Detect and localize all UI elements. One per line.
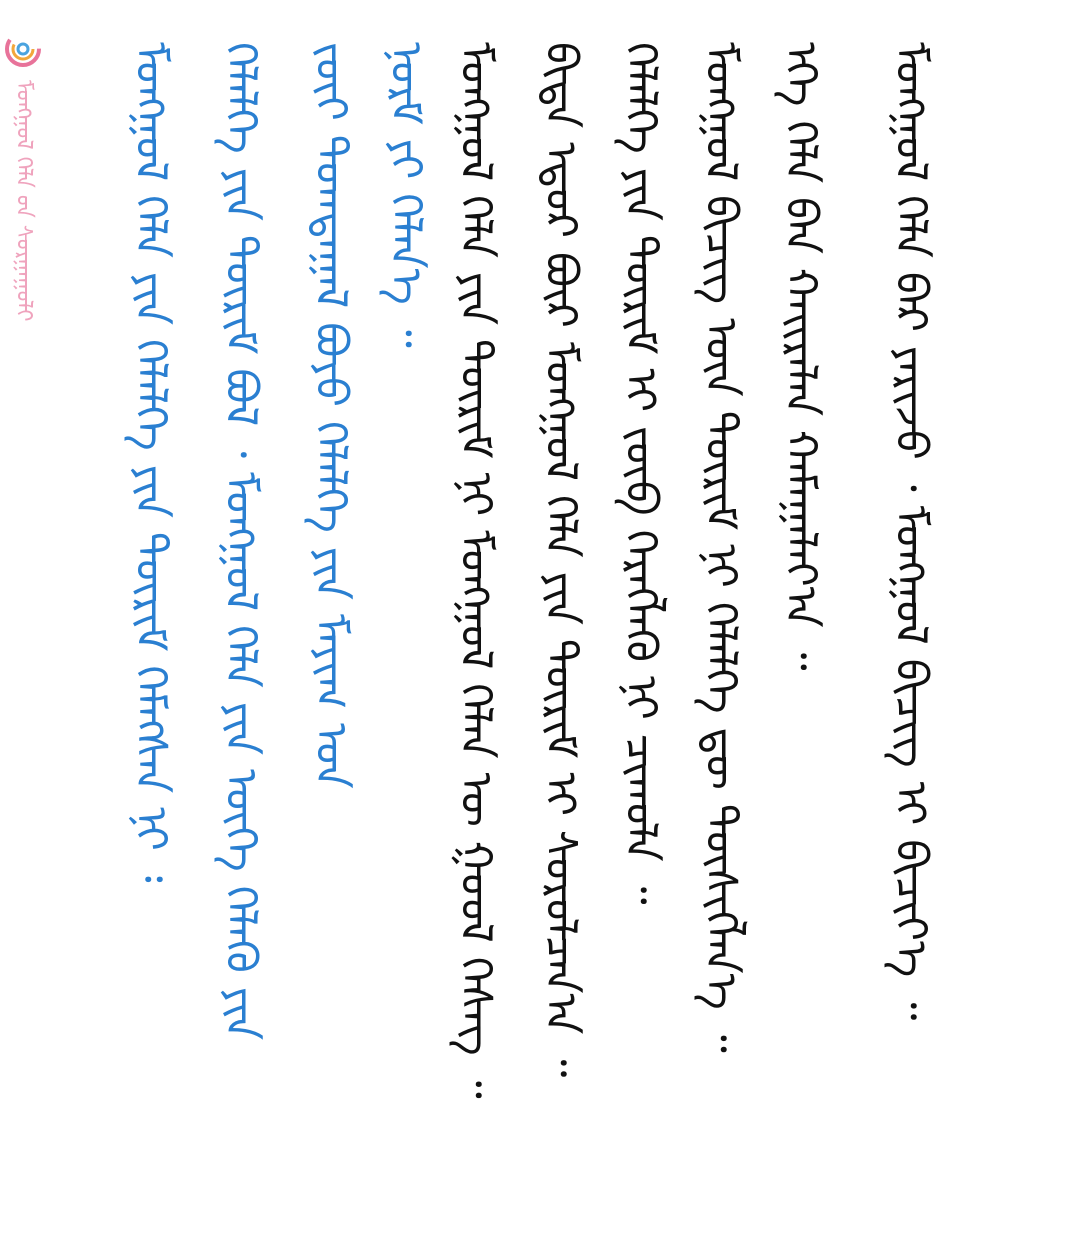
text-column [880,42,940,1222]
column-text: ᠮᠣᠩᠭᠣᠯ ᠬᠡᠯᠡ ᠪᠠᠷ ᠶᠠᠷᠢᠵᠤ ᠂ ᠮᠣᠩᠭᠣᠯ ᠪᠢᠴᠢᠭ ᠢ ᠪᠢᠴᠢᠶ᠎ᠡ ᠃ [885,42,936,1021]
text-column [610,42,670,1222]
text-column [770,42,830,1222]
column-text: ᠬᠡᠯᠡᠯᠭᠡ ᠶᠢᠨ ᠳᠦᠷᠢᠮ ᠢ ᠵᠥᠪ ᠬᠡᠷᠡᠭᠯᠡᠬᠦ ᠨᠢ ᠴᠢᠬᠤᠯᠠ ᠃ [615,42,666,905]
column-text: ᠡᠬᠡ ᠬᠡᠯᠡ ᠪᠡᠨ ᠬᠠᠢᠷᠠᠯᠠᠨ ᠬᠠᠮᠠᠭᠠᠯᠠᠶ᠎ᠠ ᠃ [775,42,826,671]
column-text: ᠨᠣᠷᠮ ᠶᠢ ᠬᠡᠯᠡᠨ᠎ᠡ ᠃ [380,42,431,348]
text-column [300,42,360,1222]
swirl-logo-icon [2,28,44,70]
column-text: ᠮᠣᠩᠭᠣᠯ ᠪᠢᠴᠢᠭ ᠦᠨ ᠳᠦᠷᠢᠮ ᠨᠢ ᠬᠡᠯᠡᠯᠭᠡ ᠳᠦ ᠲᠦᠰᠢᠭᠯᠡᠨ᠎ᠡ ᠃ [695,42,746,1053]
text-column [530,42,590,1222]
column-text: ᠪᠢᠳᠡ ᠡᠳᠦᠷ ᠪᠦᠷ ᠮᠣᠩᠭᠣᠯ ᠬᠡᠯᠡ ᠶᠢᠨ ᠳᠦᠷᠢᠮ ᠢ ᠰᠤᠷᠤᠯᠴᠠᠨ᠎ᠠ ᠃ [535,42,586,1078]
column-text: ᠮᠣᠩᠭᠣᠯ ᠬᠡᠯᠡ ᠶᠢᠨ ᠳᠦᠷᠢᠮ ᠨᠢ ᠮᠣᠩᠭᠣᠯ ᠬᠡᠯᠡᠨ ᠦ ᠭᠣᠣᠯ ᠬᠡᠰᠡᠭ ᠃ [450,42,501,1099]
text-column [210,42,270,1222]
column-text: ᠬᠡᠯᠡᠯᠭᠡ ᠶᠢᠨ ᠳᠦᠷᠢᠮ ᠪᠣᠯ ᠂ ᠮᠣᠩᠭᠣᠯ ᠬᠡᠯᠡ ᠶᠢᠨ ᠦᠭᠡ ᠬᠡᠯᠡᠬᠦ ᠶᠢᠨ [215,42,266,1041]
brand-label-strip [0,80,46,420]
column-text: ᠵᠦᠢ ᠲᠣᠭᠲᠠᠭᠠᠯ ᠪᠤᠶᠤ ᠬᠡᠯᠡᠯᠭᠡ ᠶᠢᠨ ᠮᠠᠶᠢᠭ ᠤᠨ [305,42,356,789]
column-text: ᠮᠣᠩᠭᠣᠯ ᠬᠡᠯᠡ ᠶᠢᠨ ᠬᠡᠯᠡᠯᠭᠡ ᠶᠢᠨ ᠳᠦᠷᠢᠮ ᠬᠡᠮᠡᠭᠰᠡᠨ ᠨᠢ ᠄ [125,42,176,883]
text-column [690,42,750,1222]
text-column [445,42,505,1222]
text-column [375,42,435,1222]
brand-label: ᠮᠣᠩᠭᠣᠯ ᠬᠡᠯᠡ ᠤ᠋ᠨ ᠰᠤᠷᠭᠠᠭᠤᠯᠢ [11,80,36,322]
text-column [120,42,180,1222]
